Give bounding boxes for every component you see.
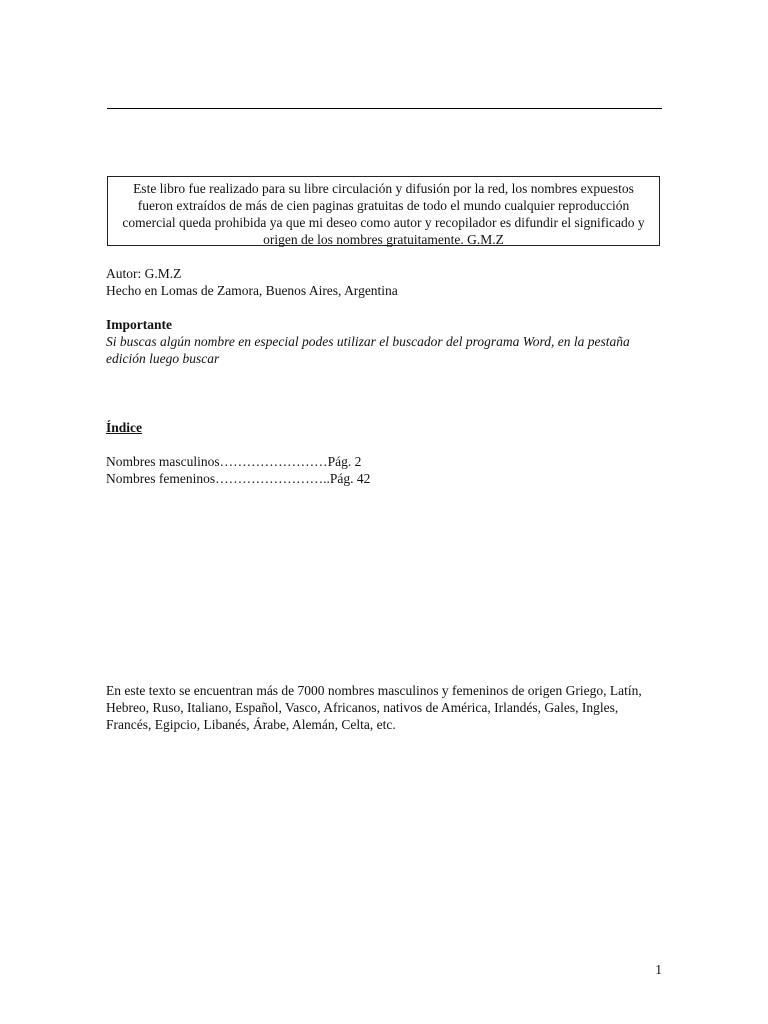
page-number: 1 [655, 962, 662, 977]
index-item-feminine[interactable]: Nombres femeninos……………………..Pág. 42 [106, 471, 371, 486]
summary-line: Francés, Egipcio, Libanés, Árabe, Alemán, Celta, etc. [106, 717, 396, 732]
author-location: Hecho en Lomas de Zamora, Buenos Aires, Argentina [106, 283, 398, 298]
index-item-masculine[interactable]: Nombres masculinos……………………Pág. 2 [106, 454, 362, 469]
author-info [106, 265, 666, 299]
index-title: Índice [106, 420, 143, 435]
important-text: Si buscas algún nombre en especial podes utilizar el buscador del programa Word, en la pestaña [106, 334, 630, 349]
notice-line: comercial queda prohibida ya que mi deseo como autor y recopilador es difundir el significado y [122, 215, 645, 230]
summary-line: Hebreo, Ruso, Italiano, Español, Vasco, Africanos, nativos de América, Irlandés, Gales, Ingles, [106, 700, 619, 715]
important-heading: Importante [106, 317, 172, 332]
summary-paragraph [106, 682, 666, 733]
notice-line: Este libro fue realizado para su libre circulación y difusión por la red, los nombres expuestos [133, 181, 634, 196]
index-list [106, 453, 666, 487]
notice-line: origen de los nombres gratuitamente. G.M.Z [263, 232, 504, 247]
copyright-notice-box [107, 176, 660, 246]
important-section [106, 316, 666, 367]
summary-line: En este texto se encuentran más de 7000 nombres masculinos y femeninos de origen Griego, Latín, [106, 683, 642, 698]
author-name: Autor: G.M.Z [106, 266, 182, 281]
important-text: edición luego buscar [106, 351, 220, 366]
header-rule [107, 108, 662, 109]
notice-line: fueron extraídos de más de cien paginas gratuitas de todo el mundo cualquier reproducción [137, 198, 630, 213]
